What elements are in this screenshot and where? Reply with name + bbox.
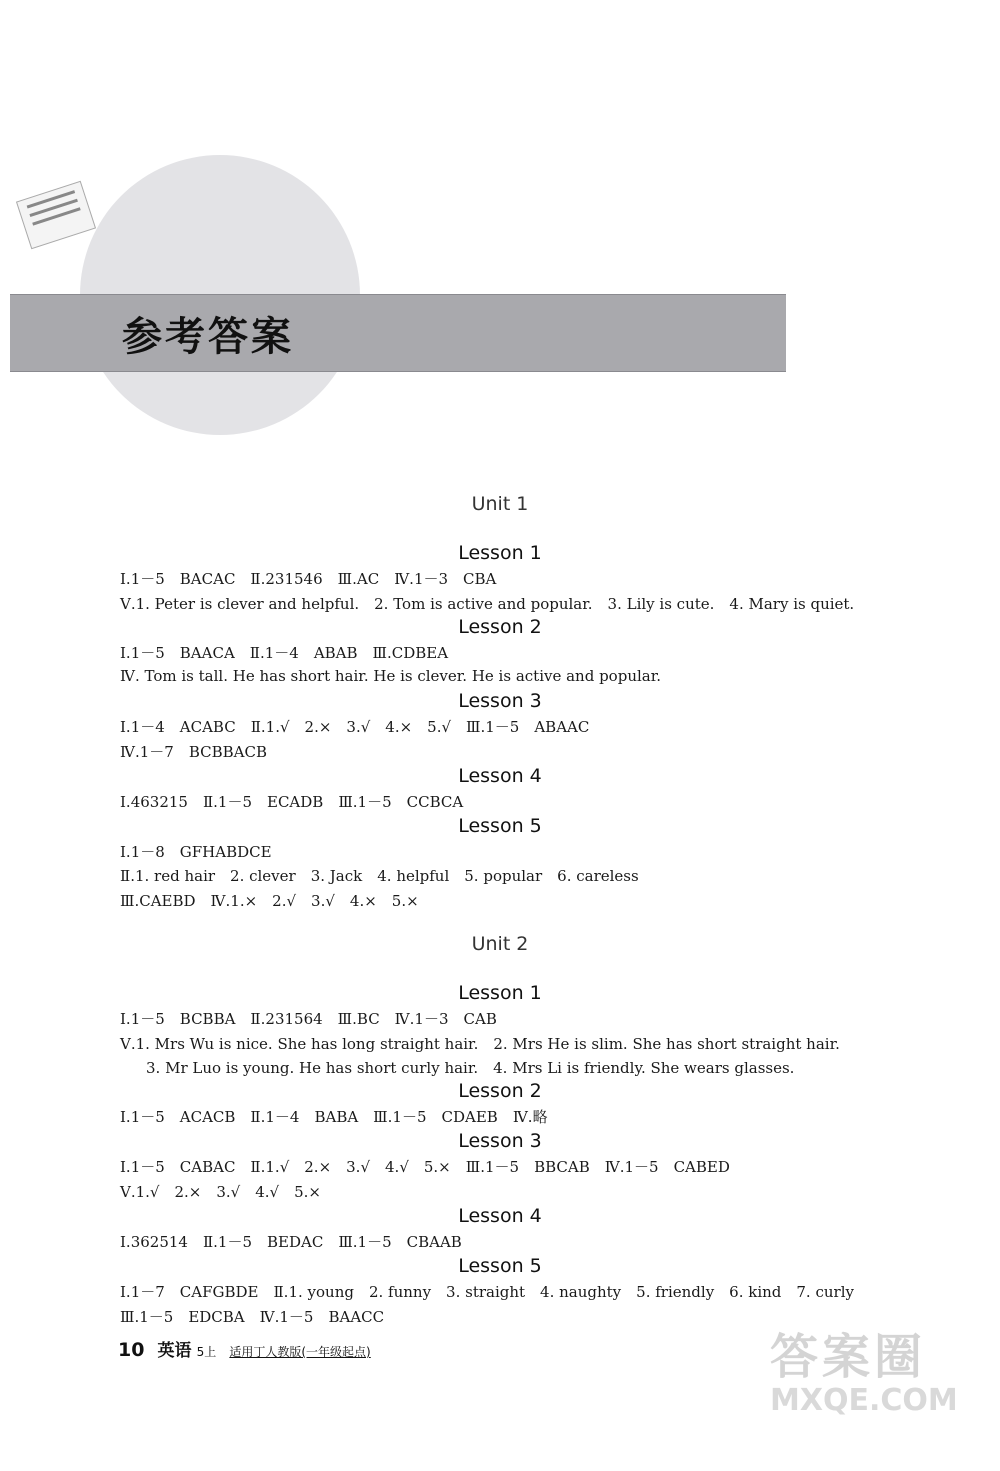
answer-line: Ⅰ.463215 Ⅱ.1－5 ECADB Ⅲ.1－5 CCBCA	[120, 793, 464, 811]
answer-line: Ⅰ.1－5 CABAC Ⅱ.1.√ 2.× 3.√ 4.√ 5.× Ⅲ.1－5 BBCAB Ⅳ.1－5 CABED	[120, 1158, 730, 1176]
answer-line: Ⅰ.1－8 GFHABDCE	[120, 843, 272, 861]
answer-line: Ⅳ.1－7 BCBBACB	[120, 743, 267, 761]
answer-line: Ⅰ.1－5 BCBBA Ⅱ.231564 Ⅲ.BC Ⅳ.1－3 CAB	[120, 1010, 497, 1028]
answer-line: Ⅱ.1. red hair 2. clever 3. Jack 4. helpful 5. popular 6. careless	[120, 867, 639, 885]
answer-line: Ⅰ.1－5 BAACA Ⅱ.1－4 ABAB Ⅲ.CDBEA	[120, 644, 449, 662]
answer-line: Ⅰ.362514 Ⅱ.1－5 BEDAC Ⅲ.1－5 CBAAB	[120, 1233, 462, 1251]
answer-line: Ⅰ.1－5 BACAC Ⅱ.231546 Ⅲ.AC Ⅳ.1－3 CBA	[120, 570, 497, 588]
unit-title: Unit 2	[471, 933, 529, 955]
page-number: 10	[118, 1339, 145, 1361]
lesson-title: Lesson 1	[458, 542, 542, 564]
lesson-title: Lesson 2	[458, 1080, 542, 1102]
footer-edition: 适用丁人教版(一年级起点)	[229, 1345, 371, 1359]
lesson-title: Lesson 5	[458, 1255, 542, 1277]
lesson-title: Lesson 1	[458, 982, 542, 1004]
answer-line: Ⅰ.1－4 ACABC Ⅱ.1.√ 2.× 3.√ 4.× 5.√ Ⅲ.1－5 ABAAC	[120, 718, 590, 736]
lesson-title: Lesson 3	[458, 1130, 542, 1152]
unit-title: Unit 1	[471, 493, 529, 515]
answer-line: Ⅲ.CAEBD Ⅳ.1.× 2.√ 3.√ 4.× 5.×	[120, 892, 419, 910]
title-banner	[10, 294, 786, 372]
answer-line: Ⅰ.1－5 ACACB Ⅱ.1－4 BABA Ⅲ.1－5 CDAEB Ⅳ.略	[120, 1108, 548, 1126]
footer-grade: 5上	[196, 1345, 217, 1359]
answer-line: Ⅲ.1－5 EDCBA Ⅳ.1－5 BAACC	[120, 1308, 385, 1326]
answer-line: Ⅴ.1. Peter is clever and helpful. 2. Tom is active and popular. 3. Lily is cute. 4. Mary is quiet.	[120, 595, 855, 613]
footer-subject: 英语	[157, 1341, 192, 1361]
lesson-title: Lesson 4	[458, 1205, 542, 1227]
answer-line: Ⅰ.1－7 CAFGBDE Ⅱ.1. young 2. funny 3. straight 4. naughty 5. friendly 6. kind 7. curly	[120, 1283, 854, 1301]
lesson-title: Lesson 3	[458, 690, 542, 712]
lesson-title: Lesson 4	[458, 765, 542, 787]
answer-line: 3. Mr Luo is young. He has short curly hair. 4. Mrs Li is friendly. She wears glasses.	[146, 1059, 795, 1077]
answer-line: Ⅳ. Tom is tall. He has short hair. He is clever. He is active and popular.	[120, 667, 662, 685]
page-title: 参考答案	[122, 314, 294, 360]
page-footer	[118, 1336, 371, 1361]
lesson-title: Lesson 2	[458, 616, 542, 638]
watermark-logo: 答案圈	[770, 1329, 927, 1385]
watermark-url: MXQE.COM	[770, 1383, 958, 1418]
answer-line: Ⅴ.1. Mrs Wu is nice. She has long straight hair. 2. Mrs He is slim. She has short straight hair.	[120, 1035, 840, 1053]
answer-line: Ⅴ.1.√ 2.× 3.√ 4.√ 5.×	[120, 1183, 321, 1201]
lesson-title: Lesson 5	[458, 815, 542, 837]
watermark	[770, 1318, 970, 1458]
book-stamp-icon	[16, 181, 96, 250]
